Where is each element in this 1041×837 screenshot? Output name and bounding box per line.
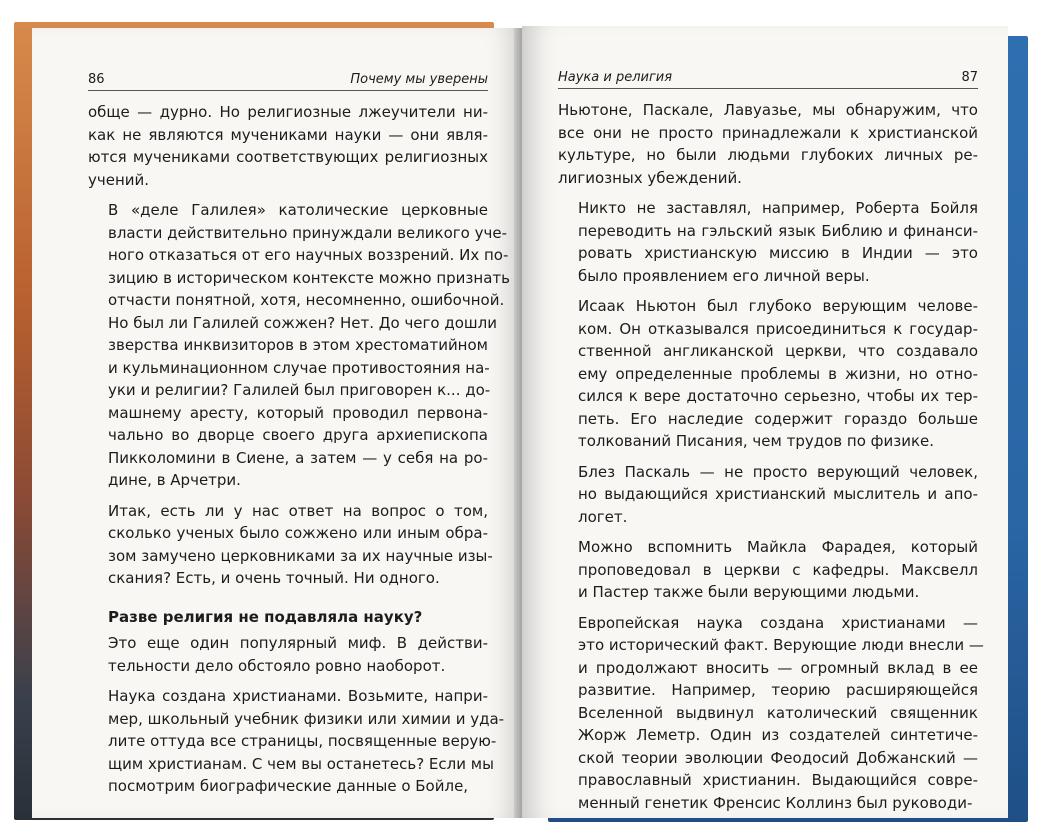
text-line: скания? Есть, и очень точный. Ни одного.	[108, 569, 440, 587]
text-line: В «деле Галилея» католические церковные	[108, 201, 488, 219]
text-line: православный христианин. Выдающийся совре-	[578, 771, 978, 789]
text-line: чально во дворце своего друга архиепископа	[108, 426, 488, 444]
text-line: обще — дурно. Но религиозные лжеучители ни-	[88, 103, 488, 121]
text-line: дине, в Арчетри.	[108, 471, 241, 489]
text-line: это исторический факт. Верующие люди внесли —	[578, 636, 984, 654]
paragraph	[558, 99, 978, 189]
paragraph	[558, 197, 978, 287]
text-line: Это еще один популярный миф. В действи-	[108, 634, 488, 652]
right-running-title: Наука и религия	[558, 70, 673, 85]
text-line: ской теории эволюции Феодосий Добжанский —	[578, 748, 978, 767]
text-line: ного отказаться от его научных воззрений. Их по-	[108, 246, 509, 264]
text-line: и кульминационном случае противостояния на-	[108, 358, 490, 377]
text-line: как не являются мучениками науки — они явля-	[88, 125, 488, 144]
text-line: Жорж Леметр. Один из создателей синтетиче-	[578, 726, 978, 744]
paragraph	[88, 199, 510, 492]
text-line: переводить на гэльский язык Библию и финанси-	[578, 221, 978, 240]
paragraph	[88, 632, 488, 677]
text-line: Ньютоне, Паскале, Лавуазье, мы обнаружим, что	[558, 101, 978, 119]
left-page	[32, 28, 522, 818]
text-line: логет.	[578, 507, 628, 526]
text-line: лигиозных убеждений.	[558, 168, 742, 187]
left-page-text	[88, 101, 510, 798]
text-line: развитие. Например, теорию расширяющейся	[578, 681, 978, 699]
text-line: и Пастер также были верующими людьми.	[578, 583, 920, 601]
text-line: все они не просто принадлежали к христианской	[558, 123, 978, 142]
text-line: машнему аресту, который проводил первона-	[108, 403, 488, 422]
text-line: Можно вспомнить Майкла Фарадея, который	[578, 538, 978, 556]
right-page-number: 87	[961, 70, 978, 85]
paragraph	[88, 101, 488, 191]
open-book	[14, 14, 1028, 824]
paragraph	[558, 612, 984, 815]
text-line: Блез Паскаль — не просто верующий человек,	[578, 462, 978, 481]
text-line: зицию в историческом контексте можно признать	[108, 268, 510, 287]
text-line: учений.	[88, 170, 150, 189]
left-running-title: Почему мы уверены	[350, 72, 488, 87]
section-heading: Разве религия не подавляла науку?	[108, 607, 423, 626]
paragraph	[558, 295, 978, 453]
text-line: толкований Писания, чем трудов по физике.	[578, 432, 935, 450]
text-line: Никто не заставлял, например, Роберта Бойля	[578, 199, 978, 217]
text-line: но выдающийся христианский мыслитель и апо-	[578, 485, 978, 503]
right-running-head	[558, 70, 978, 89]
text-line: зом замучено церковниками за их научные изы-	[108, 546, 493, 565]
text-line: ются мучениками соответствующих религиозных	[88, 148, 488, 166]
text-line: тельности дело обстояло ровно наоборот.	[108, 656, 446, 675]
text-line: Но был ли Галилей сожжен? Нет. До чего дошли	[108, 313, 497, 332]
text-line: ком. Он отказывался присоединиться к государ-	[578, 319, 978, 338]
section-body	[88, 632, 505, 798]
text-line: менный генетик Френсис Коллинз был руководи-	[578, 793, 973, 812]
text-line: сился к вере достаточно серьезно, чтобы их тер-	[578, 387, 978, 405]
text-line: было проявлением его личной веры.	[578, 266, 870, 285]
text-line: отчасти понятной, хотя, несомненно, ошибочной.	[108, 291, 505, 309]
text-line: посмотрим биографические данные о Бойле,	[108, 777, 469, 795]
paragraph	[558, 461, 978, 529]
text-line: Вселенной выдвинул католический священник	[578, 703, 978, 722]
paragraph	[88, 685, 505, 798]
text-line: Европейская наука создана христианами —	[578, 613, 978, 632]
text-line: мер, школьный учебник физики или химии и уда-	[108, 709, 505, 728]
text-line: Наука создана христианами. Возьмите, напри-	[108, 687, 488, 705]
text-line: уки и религии? Галилей был приговорен к... до-	[108, 381, 491, 399]
paragraph	[88, 500, 493, 590]
text-line: проповедовал в церкви с кафедры. Максвелл	[578, 560, 978, 579]
text-line: зверства инквизиторов в этом хрестоматийном	[108, 336, 488, 354]
text-line: щим христианам. С чем вы останетесь? Если мы	[108, 754, 494, 773]
text-line: Итак, есть ли у нас ответ на вопрос о том,	[108, 501, 488, 520]
text-line: петь. Его наследие содержит гораздо больше	[578, 409, 978, 428]
right-page-text	[558, 99, 984, 814]
text-line: ровать христианскую миссию в Индии — это	[578, 244, 978, 262]
left-running-head	[88, 72, 488, 91]
right-page	[522, 26, 1008, 818]
text-line: и продолжают вносить — огромный вклад в ее	[578, 658, 978, 677]
text-line: ему определенные проблемы в жизни, но отно-	[578, 364, 978, 383]
paragraph	[558, 536, 978, 604]
text-line: сколько ученых было сожжено или иным обра-	[108, 524, 488, 542]
left-page-number: 86	[88, 72, 105, 87]
text-line: лите оттуда все страницы, посвященные верую-	[108, 732, 497, 750]
text-line: культуре, но были людьми глубоких личных ре-	[558, 146, 978, 164]
text-line: Исаак Ньютон был глубоко верующим челове-	[578, 297, 978, 315]
text-line: ственной англиканской церкви, что создавало	[578, 342, 978, 360]
text-line: Пикколомини в Сиене, а затем — у себя на ро-	[108, 448, 488, 467]
text-line: власти действительно принуждали великого уче-	[108, 223, 507, 242]
